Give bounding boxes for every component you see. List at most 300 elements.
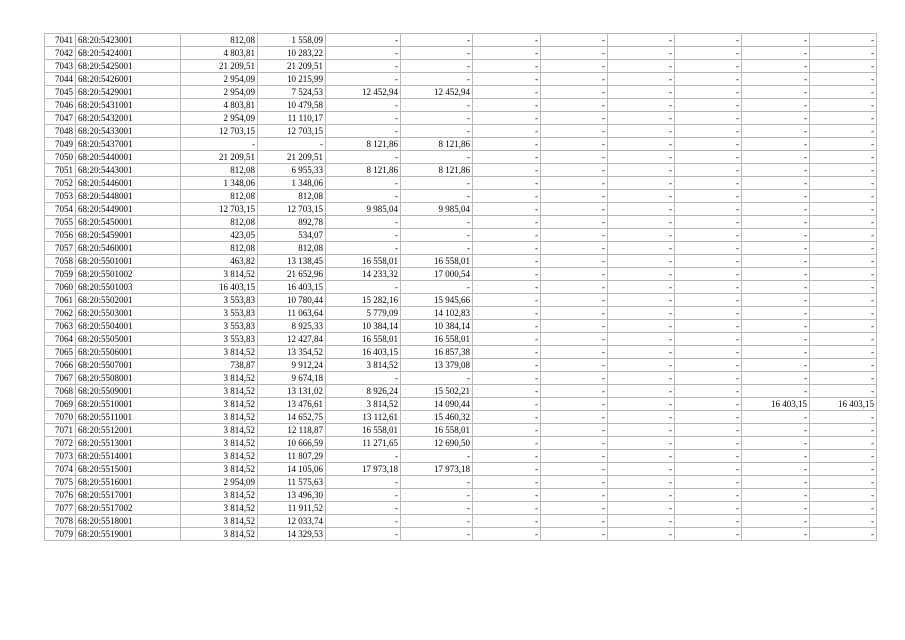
table-row bbox=[45, 138, 877, 151]
cell-value-col-12: - bbox=[810, 216, 877, 229]
cell-cadastral-number: 68:20:5450001 bbox=[76, 216, 181, 229]
cell-value-col-9: - bbox=[608, 294, 675, 307]
cell-value-col-7: - bbox=[473, 333, 541, 346]
cell-value-col-7: - bbox=[473, 476, 541, 489]
cell-value-col-7: - bbox=[473, 164, 541, 177]
table-row bbox=[45, 515, 877, 528]
cell-value-col-10: - bbox=[675, 86, 742, 99]
cell-value-col-8: - bbox=[541, 112, 608, 125]
cell-value-col-3: 3 814,52 bbox=[181, 372, 258, 385]
cell-value-col-8: - bbox=[541, 489, 608, 502]
cell-value-col-8: - bbox=[541, 177, 608, 190]
cell-value-col-7: - bbox=[473, 177, 541, 190]
cell-row-number: 7075 bbox=[45, 476, 76, 489]
cell-row-number: 7058 bbox=[45, 255, 76, 268]
cell-value-col-7: - bbox=[473, 47, 541, 60]
cell-value-col-9: - bbox=[608, 242, 675, 255]
table-row bbox=[45, 320, 877, 333]
cell-value-col-9: - bbox=[608, 125, 675, 138]
cell-row-number: 7065 bbox=[45, 346, 76, 359]
cell-value-col-10: - bbox=[675, 346, 742, 359]
cell-value-col-12: - bbox=[810, 164, 877, 177]
cell-value-col-12: - bbox=[810, 528, 877, 541]
table-row bbox=[45, 489, 877, 502]
cell-value-col-6: - bbox=[401, 281, 473, 294]
cell-value-col-8: - bbox=[541, 333, 608, 346]
cell-value-col-10: - bbox=[675, 411, 742, 424]
cell-value-col-5: - bbox=[326, 190, 401, 203]
cell-value-col-11: - bbox=[742, 255, 810, 268]
cell-value-col-9: - bbox=[608, 281, 675, 294]
cell-value-col-4: 12 427,84 bbox=[258, 333, 326, 346]
cell-value-col-3: 3 814,52 bbox=[181, 411, 258, 424]
cell-value-col-8: - bbox=[541, 255, 608, 268]
cell-value-col-11: - bbox=[742, 359, 810, 372]
cell-value-col-7: - bbox=[473, 99, 541, 112]
cell-row-number: 7055 bbox=[45, 216, 76, 229]
cell-value-col-3: 812,08 bbox=[181, 164, 258, 177]
cell-cadastral-number: 68:20:5501002 bbox=[76, 268, 181, 281]
cell-value-col-9: - bbox=[608, 411, 675, 424]
cell-value-col-4: 14 105,06 bbox=[258, 463, 326, 476]
cell-value-col-3: 812,08 bbox=[181, 190, 258, 203]
cell-value-col-4: 11 063,64 bbox=[258, 307, 326, 320]
cell-value-col-4: 13 138,45 bbox=[258, 255, 326, 268]
cell-value-col-8: - bbox=[541, 385, 608, 398]
cell-value-col-9: - bbox=[608, 229, 675, 242]
cell-value-col-11: - bbox=[742, 229, 810, 242]
cell-row-number: 7062 bbox=[45, 307, 76, 320]
cell-cadastral-number: 68:20:5425001 bbox=[76, 60, 181, 73]
cell-value-col-4: 10 283,22 bbox=[258, 47, 326, 60]
cell-value-col-8: - bbox=[541, 86, 608, 99]
cell-value-col-9: - bbox=[608, 528, 675, 541]
cell-value-col-11: - bbox=[742, 476, 810, 489]
cell-value-col-7: - bbox=[473, 424, 541, 437]
cell-row-number: 7060 bbox=[45, 281, 76, 294]
table-row bbox=[45, 333, 877, 346]
cell-value-col-5: 16 558,01 bbox=[326, 255, 401, 268]
cell-row-number: 7042 bbox=[45, 47, 76, 60]
cell-cadastral-number: 68:20:5517001 bbox=[76, 489, 181, 502]
cell-value-col-11: - bbox=[742, 99, 810, 112]
table-row bbox=[45, 242, 877, 255]
cell-value-col-8: - bbox=[541, 450, 608, 463]
cell-value-col-5: 15 282,16 bbox=[326, 294, 401, 307]
cell-value-col-11: - bbox=[742, 385, 810, 398]
cell-value-col-12: - bbox=[810, 281, 877, 294]
cell-row-number: 7077 bbox=[45, 502, 76, 515]
cell-value-col-12: - bbox=[810, 138, 877, 151]
cell-value-col-6: - bbox=[401, 73, 473, 86]
cell-value-col-5: 3 814,52 bbox=[326, 359, 401, 372]
cell-value-col-5: 11 271,65 bbox=[326, 437, 401, 450]
cell-value-col-6: 14 090,44 bbox=[401, 398, 473, 411]
cell-value-col-3: 3 814,52 bbox=[181, 437, 258, 450]
cell-value-col-5: - bbox=[326, 151, 401, 164]
cell-value-col-6: 15 460,32 bbox=[401, 411, 473, 424]
table-row bbox=[45, 86, 877, 99]
table-row bbox=[45, 255, 877, 268]
data-table bbox=[44, 33, 877, 541]
cell-value-col-7: - bbox=[473, 359, 541, 372]
cell-value-col-10: - bbox=[675, 190, 742, 203]
cell-value-col-12: - bbox=[810, 346, 877, 359]
cell-value-col-9: - bbox=[608, 164, 675, 177]
table-row bbox=[45, 125, 877, 138]
cell-value-col-9: - bbox=[608, 60, 675, 73]
cell-value-col-11: - bbox=[742, 216, 810, 229]
cell-value-col-4: 10 479,58 bbox=[258, 99, 326, 112]
table-row bbox=[45, 385, 877, 398]
cell-value-col-3: 2 954,09 bbox=[181, 476, 258, 489]
cell-value-col-4: 8 925,33 bbox=[258, 320, 326, 333]
cell-value-col-5: - bbox=[326, 34, 401, 47]
cell-value-col-11: - bbox=[742, 125, 810, 138]
cell-value-col-3: 12 703,15 bbox=[181, 203, 258, 216]
cell-cadastral-number: 68:20:5518001 bbox=[76, 515, 181, 528]
cell-value-col-4: 12 703,15 bbox=[258, 125, 326, 138]
cell-value-col-5: - bbox=[326, 528, 401, 541]
cell-value-col-11: - bbox=[742, 60, 810, 73]
cell-value-col-7: - bbox=[473, 112, 541, 125]
cell-value-col-8: - bbox=[541, 34, 608, 47]
cell-value-col-9: - bbox=[608, 112, 675, 125]
table-row bbox=[45, 281, 877, 294]
cell-value-col-6: - bbox=[401, 450, 473, 463]
cell-value-col-8: - bbox=[541, 372, 608, 385]
cell-value-col-6: 8 121,86 bbox=[401, 138, 473, 151]
cell-value-col-12: - bbox=[810, 177, 877, 190]
cell-value-col-8: - bbox=[541, 359, 608, 372]
cell-value-col-7: - bbox=[473, 60, 541, 73]
cell-value-col-5: - bbox=[326, 112, 401, 125]
cell-value-col-4: 16 403,15 bbox=[258, 281, 326, 294]
cell-value-col-7: - bbox=[473, 294, 541, 307]
cell-value-col-6: - bbox=[401, 125, 473, 138]
table-row bbox=[45, 502, 877, 515]
cell-value-col-5: - bbox=[326, 177, 401, 190]
cell-value-col-10: - bbox=[675, 463, 742, 476]
cell-value-col-11: - bbox=[742, 281, 810, 294]
cell-cadastral-number: 68:20:5431001 bbox=[76, 99, 181, 112]
cell-value-col-11: - bbox=[742, 450, 810, 463]
table-row bbox=[45, 164, 877, 177]
cell-value-col-5: 9 985,04 bbox=[326, 203, 401, 216]
cell-value-col-12: - bbox=[810, 463, 877, 476]
cell-value-col-12: - bbox=[810, 359, 877, 372]
cell-value-col-3: 812,08 bbox=[181, 216, 258, 229]
cell-value-col-10: - bbox=[675, 450, 742, 463]
cell-value-col-6: - bbox=[401, 34, 473, 47]
cell-value-col-3: 2 954,09 bbox=[181, 73, 258, 86]
cell-value-col-6: - bbox=[401, 151, 473, 164]
cell-value-col-11: - bbox=[742, 528, 810, 541]
cell-value-col-5: - bbox=[326, 216, 401, 229]
cell-value-col-10: - bbox=[675, 320, 742, 333]
cell-cadastral-number: 68:20:5504001 bbox=[76, 320, 181, 333]
cell-value-col-10: - bbox=[675, 229, 742, 242]
cell-row-number: 7052 bbox=[45, 177, 76, 190]
cell-value-col-7: - bbox=[473, 307, 541, 320]
cell-value-col-8: - bbox=[541, 151, 608, 164]
cell-value-col-5: - bbox=[326, 489, 401, 502]
cell-value-col-9: - bbox=[608, 463, 675, 476]
cell-value-col-3: 3 814,52 bbox=[181, 346, 258, 359]
cell-value-col-7: - bbox=[473, 73, 541, 86]
cell-value-col-4: 21 209,51 bbox=[258, 151, 326, 164]
table-row bbox=[45, 411, 877, 424]
cell-value-col-3: 812,08 bbox=[181, 242, 258, 255]
cell-value-col-7: - bbox=[473, 346, 541, 359]
cell-value-col-6: 17 973,18 bbox=[401, 463, 473, 476]
cell-value-col-11: - bbox=[742, 333, 810, 346]
cell-value-col-12: - bbox=[810, 99, 877, 112]
cell-value-col-6: 16 558,01 bbox=[401, 255, 473, 268]
cell-cadastral-number: 68:20:5459001 bbox=[76, 229, 181, 242]
cell-cadastral-number: 68:20:5460001 bbox=[76, 242, 181, 255]
cell-value-col-10: - bbox=[675, 112, 742, 125]
cell-value-col-7: - bbox=[473, 463, 541, 476]
cell-value-col-9: - bbox=[608, 255, 675, 268]
table-row bbox=[45, 424, 877, 437]
table-row bbox=[45, 151, 877, 164]
cell-value-col-11: - bbox=[742, 138, 810, 151]
cell-value-col-8: - bbox=[541, 476, 608, 489]
cell-row-number: 7049 bbox=[45, 138, 76, 151]
cell-value-col-12: - bbox=[810, 307, 877, 320]
cell-value-col-11: - bbox=[742, 34, 810, 47]
cell-value-col-4: 11 110,17 bbox=[258, 112, 326, 125]
cell-value-col-3: 3 814,52 bbox=[181, 398, 258, 411]
cell-value-col-5: - bbox=[326, 73, 401, 86]
cell-value-col-8: - bbox=[541, 190, 608, 203]
cell-value-col-6: - bbox=[401, 47, 473, 60]
cell-value-col-5: - bbox=[326, 476, 401, 489]
cell-value-col-9: - bbox=[608, 489, 675, 502]
cell-value-col-8: - bbox=[541, 411, 608, 424]
cell-row-number: 7067 bbox=[45, 372, 76, 385]
cell-value-col-3: 3 553,83 bbox=[181, 307, 258, 320]
cell-value-col-4: 21 209,51 bbox=[258, 60, 326, 73]
cell-value-col-12: - bbox=[810, 489, 877, 502]
cell-value-col-6: 15 945,66 bbox=[401, 294, 473, 307]
cell-row-number: 7071 bbox=[45, 424, 76, 437]
cell-value-col-12: - bbox=[810, 125, 877, 138]
cell-cadastral-number: 68:20:5432001 bbox=[76, 112, 181, 125]
cell-value-col-3: 463,82 bbox=[181, 255, 258, 268]
cell-value-col-10: - bbox=[675, 489, 742, 502]
cell-value-col-4: 12 703,15 bbox=[258, 203, 326, 216]
cell-value-col-4: 12 033,74 bbox=[258, 515, 326, 528]
cell-value-col-4: 10 215,99 bbox=[258, 73, 326, 86]
cell-value-col-3: 3 553,83 bbox=[181, 320, 258, 333]
cell-value-col-9: - bbox=[608, 359, 675, 372]
cell-value-col-10: - bbox=[675, 177, 742, 190]
cell-value-col-12: - bbox=[810, 242, 877, 255]
cell-value-col-5: 13 112,61 bbox=[326, 411, 401, 424]
cell-row-number: 7057 bbox=[45, 242, 76, 255]
cell-value-col-8: - bbox=[541, 346, 608, 359]
cell-value-col-5: 16 403,15 bbox=[326, 346, 401, 359]
cell-value-col-4: - bbox=[258, 138, 326, 151]
cell-cadastral-number: 68:20:5516001 bbox=[76, 476, 181, 489]
cell-value-col-3: 12 703,15 bbox=[181, 125, 258, 138]
cell-row-number: 7041 bbox=[45, 34, 76, 47]
cell-cadastral-number: 68:20:5426001 bbox=[76, 73, 181, 86]
cell-value-col-11: - bbox=[742, 242, 810, 255]
cell-value-col-9: - bbox=[608, 151, 675, 164]
cell-row-number: 7051 bbox=[45, 164, 76, 177]
cell-value-col-7: - bbox=[473, 125, 541, 138]
cell-value-col-10: - bbox=[675, 515, 742, 528]
cell-value-col-11: - bbox=[742, 320, 810, 333]
table-row bbox=[45, 268, 877, 281]
cell-value-col-7: - bbox=[473, 385, 541, 398]
cell-cadastral-number: 68:20:5443001 bbox=[76, 164, 181, 177]
cell-value-col-10: - bbox=[675, 138, 742, 151]
cell-value-col-10: - bbox=[675, 47, 742, 60]
cell-value-col-11: - bbox=[742, 489, 810, 502]
cell-value-col-5: 14 233,32 bbox=[326, 268, 401, 281]
cell-value-col-6: - bbox=[401, 502, 473, 515]
cell-cadastral-number: 68:20:5501001 bbox=[76, 255, 181, 268]
cell-value-col-12: - bbox=[810, 229, 877, 242]
cell-value-col-7: - bbox=[473, 489, 541, 502]
cell-value-col-12: - bbox=[810, 437, 877, 450]
cell-value-col-8: - bbox=[541, 138, 608, 151]
cell-value-col-11: - bbox=[742, 86, 810, 99]
cell-value-col-8: - bbox=[541, 437, 608, 450]
cell-cadastral-number: 68:20:5440001 bbox=[76, 151, 181, 164]
table-row bbox=[45, 398, 877, 411]
cell-value-col-3: 21 209,51 bbox=[181, 60, 258, 73]
cell-cadastral-number: 68:20:5517002 bbox=[76, 502, 181, 515]
cell-row-number: 7066 bbox=[45, 359, 76, 372]
cell-value-col-6: - bbox=[401, 476, 473, 489]
cell-value-col-7: - bbox=[473, 515, 541, 528]
cell-value-col-12: - bbox=[810, 203, 877, 216]
cell-value-col-11: 16 403,15 bbox=[742, 398, 810, 411]
table-row bbox=[45, 528, 877, 541]
cell-value-col-7: - bbox=[473, 86, 541, 99]
cell-row-number: 7078 bbox=[45, 515, 76, 528]
table-row bbox=[45, 359, 877, 372]
cell-row-number: 7046 bbox=[45, 99, 76, 112]
cell-value-col-9: - bbox=[608, 307, 675, 320]
cell-value-col-5: 8 121,86 bbox=[326, 138, 401, 151]
cell-value-col-4: 7 524,53 bbox=[258, 86, 326, 99]
cell-value-col-9: - bbox=[608, 398, 675, 411]
table-row bbox=[45, 112, 877, 125]
cell-value-col-10: - bbox=[675, 424, 742, 437]
cell-value-col-11: - bbox=[742, 112, 810, 125]
cell-value-col-10: - bbox=[675, 255, 742, 268]
cell-value-col-9: - bbox=[608, 515, 675, 528]
cell-row-number: 7056 bbox=[45, 229, 76, 242]
cell-value-col-11: - bbox=[742, 164, 810, 177]
cell-value-col-3: 2 954,09 bbox=[181, 86, 258, 99]
cell-row-number: 7054 bbox=[45, 203, 76, 216]
cell-cadastral-number: 68:20:5505001 bbox=[76, 333, 181, 346]
cell-value-col-11: - bbox=[742, 203, 810, 216]
cell-value-col-4: 1 558,09 bbox=[258, 34, 326, 47]
cell-value-col-10: - bbox=[675, 528, 742, 541]
cell-value-col-12: - bbox=[810, 515, 877, 528]
cell-value-col-6: 12 452,94 bbox=[401, 86, 473, 99]
cell-value-col-3: 21 209,51 bbox=[181, 151, 258, 164]
cell-row-number: 7064 bbox=[45, 333, 76, 346]
cell-value-col-6: - bbox=[401, 60, 473, 73]
cell-value-col-7: - bbox=[473, 502, 541, 515]
cell-value-col-4: 14 329,53 bbox=[258, 528, 326, 541]
cell-value-col-4: 10 666,59 bbox=[258, 437, 326, 450]
cell-cadastral-number: 68:20:5503001 bbox=[76, 307, 181, 320]
cell-row-number: 7047 bbox=[45, 112, 76, 125]
cell-value-col-3: 3 814,52 bbox=[181, 528, 258, 541]
cell-value-col-3: 1 348,06 bbox=[181, 177, 258, 190]
cell-value-col-6: - bbox=[401, 515, 473, 528]
cell-value-col-6: - bbox=[401, 528, 473, 541]
cell-value-col-5: - bbox=[326, 515, 401, 528]
cell-value-col-8: - bbox=[541, 60, 608, 73]
cell-value-col-12: - bbox=[810, 450, 877, 463]
cell-value-col-5: - bbox=[326, 125, 401, 138]
cell-value-col-7: - bbox=[473, 255, 541, 268]
cell-value-col-12: - bbox=[810, 372, 877, 385]
cell-value-col-8: - bbox=[541, 268, 608, 281]
cell-row-number: 7045 bbox=[45, 86, 76, 99]
cell-value-col-11: - bbox=[742, 437, 810, 450]
cell-value-col-5: - bbox=[326, 99, 401, 112]
cell-value-col-7: - bbox=[473, 281, 541, 294]
cell-value-col-10: - bbox=[675, 476, 742, 489]
cell-value-col-4: 14 652,75 bbox=[258, 411, 326, 424]
cell-row-number: 7076 bbox=[45, 489, 76, 502]
cell-value-col-10: - bbox=[675, 151, 742, 164]
cell-cadastral-number: 68:20:5509001 bbox=[76, 385, 181, 398]
cell-value-col-5: 3 814,52 bbox=[326, 398, 401, 411]
cell-value-col-10: - bbox=[675, 242, 742, 255]
cell-value-col-7: - bbox=[473, 229, 541, 242]
cell-row-number: 7050 bbox=[45, 151, 76, 164]
cell-value-col-8: - bbox=[541, 229, 608, 242]
cell-value-col-10: - bbox=[675, 164, 742, 177]
cell-cadastral-number: 68:20:5507001 bbox=[76, 359, 181, 372]
cell-value-col-9: - bbox=[608, 320, 675, 333]
table-row bbox=[45, 216, 877, 229]
cell-value-col-8: - bbox=[541, 294, 608, 307]
cell-value-col-4: 12 118,87 bbox=[258, 424, 326, 437]
cell-value-col-3: 3 814,52 bbox=[181, 463, 258, 476]
cell-value-col-6: - bbox=[401, 372, 473, 385]
cell-value-col-5: - bbox=[326, 450, 401, 463]
cell-value-col-10: - bbox=[675, 359, 742, 372]
cell-value-col-8: - bbox=[541, 424, 608, 437]
cell-value-col-12: - bbox=[810, 476, 877, 489]
cell-value-col-4: 1 348,06 bbox=[258, 177, 326, 190]
table-body bbox=[45, 34, 877, 541]
cell-value-col-7: - bbox=[473, 190, 541, 203]
cell-value-col-9: - bbox=[608, 333, 675, 346]
cell-value-col-9: - bbox=[608, 203, 675, 216]
cell-value-col-5: 16 558,01 bbox=[326, 333, 401, 346]
cell-value-col-12: - bbox=[810, 47, 877, 60]
cell-value-col-11: - bbox=[742, 307, 810, 320]
cell-value-col-6: - bbox=[401, 216, 473, 229]
cell-value-col-3: 3 553,83 bbox=[181, 294, 258, 307]
cell-row-number: 7043 bbox=[45, 60, 76, 73]
